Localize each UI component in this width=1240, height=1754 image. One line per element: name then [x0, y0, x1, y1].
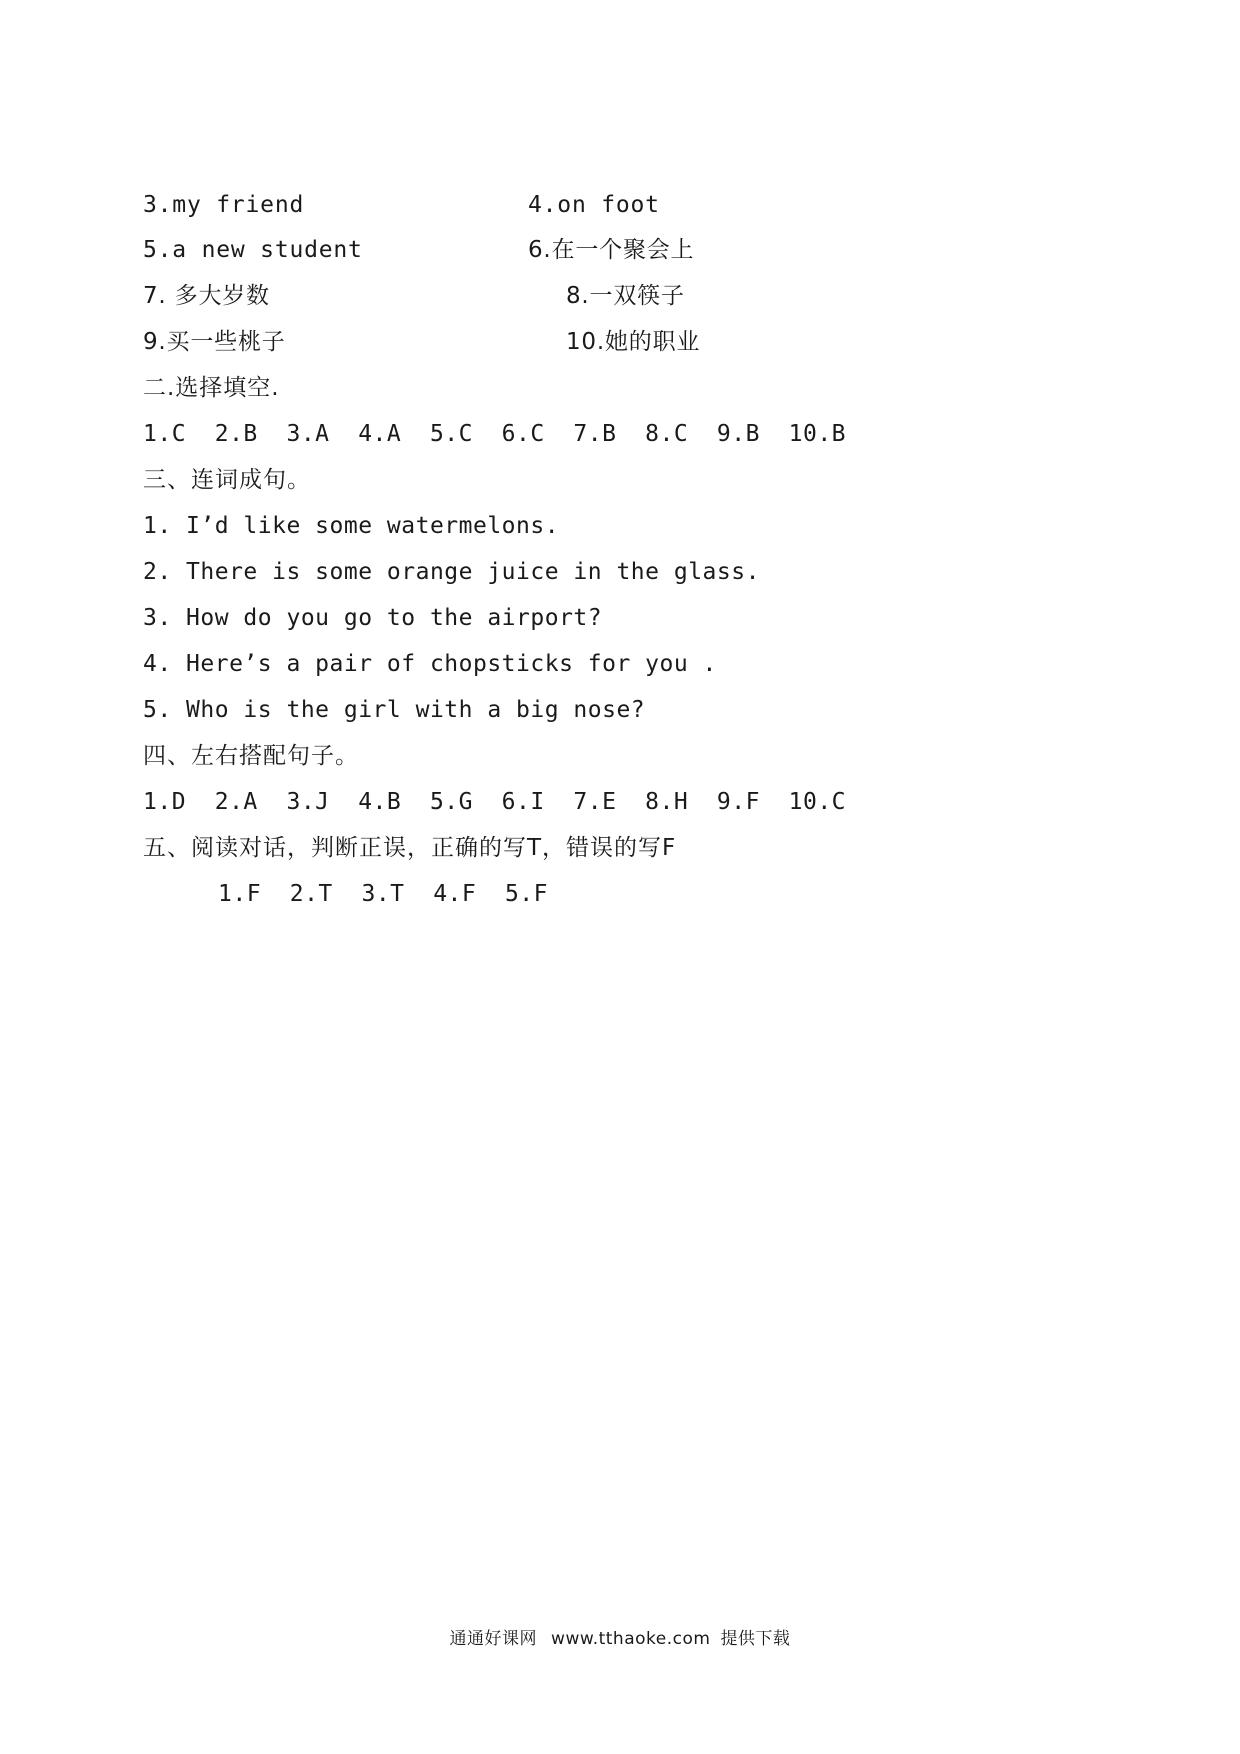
vocab-item: 8.一双筷子 — [566, 283, 685, 309]
vocab-item: 3.my friend — [143, 192, 305, 218]
footer-site-name: 通通好课网 — [449, 1629, 538, 1649]
vocab-item: 10.她的职业 — [566, 329, 701, 355]
vocab-item: 4.on foot — [528, 192, 660, 218]
answer-line: 1.F 2.T 3.T 4.F 5.F — [218, 881, 548, 907]
vocab-row — [0, 327, 1240, 359]
sentence-line: 1. I’d like some watermelons. — [143, 513, 560, 539]
vocab-item: 9.买一些桃子 — [143, 329, 286, 355]
sentence-line: 2. There is some orange juice in the glass. — [143, 559, 760, 585]
page-footer — [0, 1624, 1240, 1649]
vocab-row — [0, 235, 1240, 267]
sentence-line: 3. How do you go to the airport? — [143, 605, 603, 631]
section-heading: 四、左右搭配句子。 — [143, 743, 359, 769]
sentence-line: 5. Who is the girl with a big nose? — [143, 697, 646, 723]
answer-line: 1.C 2.B 3.A 4.A 5.C 6.C 7.B 8.C 9.B 10.B — [143, 421, 847, 447]
answer-line: 1.D 2.A 3.J 4.B 5.G 6.I 7.E 8.H 9.F 10.C — [143, 789, 847, 815]
section-heading: 三、连词成句。 — [143, 467, 311, 493]
footer-note: 提供下载 — [720, 1629, 791, 1649]
vocab-item: 6.在一个聚会上 — [528, 237, 695, 263]
vocab-row — [0, 281, 1240, 313]
vocab-row — [0, 190, 1240, 222]
vocab-item: 7. 多大岁数 — [143, 283, 270, 309]
sentence-line: 4. Here’s a pair of chopsticks for you . — [143, 651, 717, 677]
section-heading: 二.选择填空. — [143, 375, 280, 401]
section-heading: 五、阅读对话，判断正误，正确的写T，错误的写F — [143, 835, 677, 861]
footer-url: www.tthaoke.com — [551, 1629, 711, 1649]
vocab-item: 5.a new student — [143, 237, 363, 263]
